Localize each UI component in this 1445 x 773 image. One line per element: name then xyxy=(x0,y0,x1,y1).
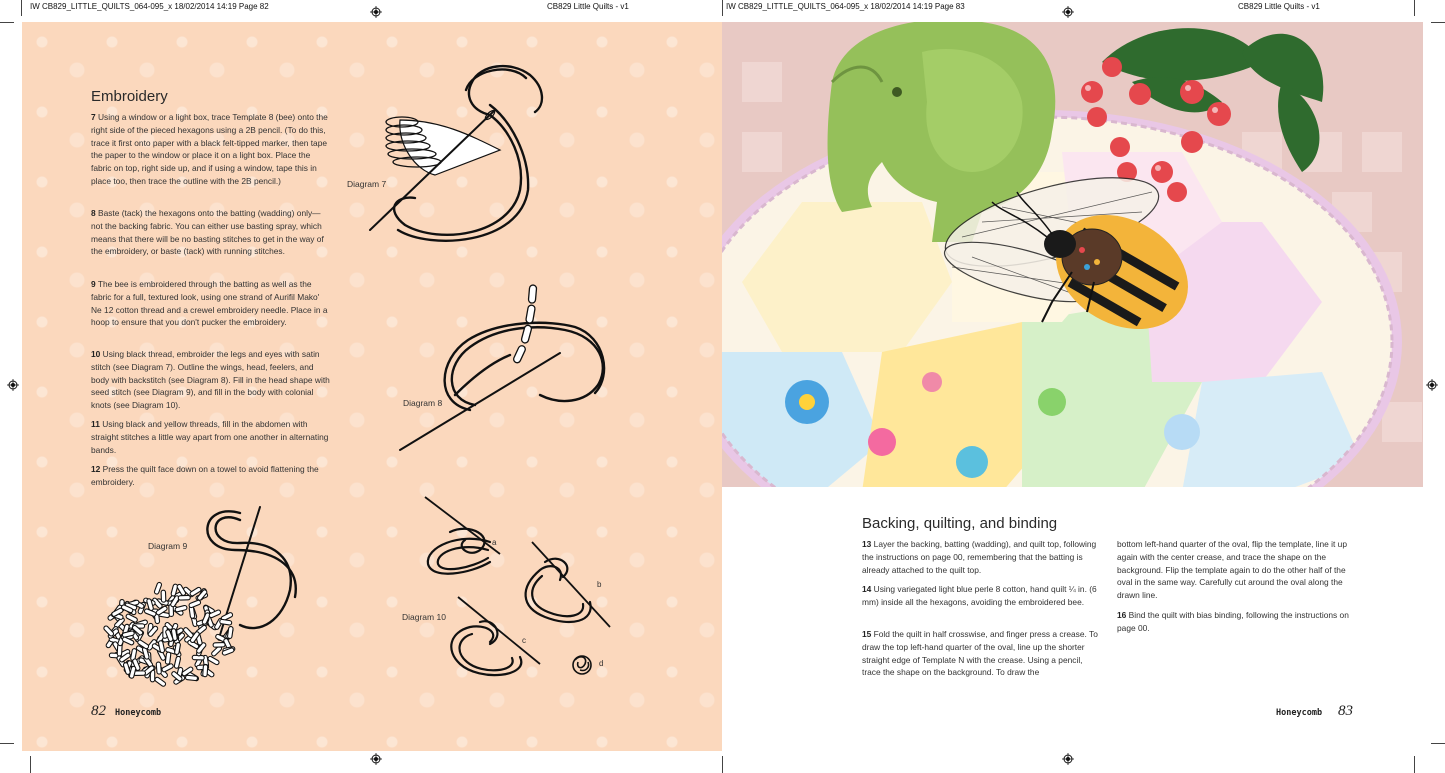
seed-stitch xyxy=(175,605,188,612)
step-11 xyxy=(91,418,331,456)
diagram-10-label: Diagram 10 xyxy=(402,612,446,622)
seed-stitch xyxy=(185,675,197,681)
diagram-10-sub-b: b xyxy=(597,580,602,589)
step-text: Using a window or a light box, trace Template 8 (bee) onto the right side of the pieced hexagons using a 2B pencil. (To do this, trace it first onto paper with a black felt-tipped marker, then tape the paper to the window or place it on a light box. Place the fabric on top, right side up, and if using a window, tape this in place too, then trace the outline with the 2B pencil.) xyxy=(91,112,328,186)
crop-mark xyxy=(1414,0,1415,16)
registration-mark-icon xyxy=(1062,753,1074,765)
registration-mark-icon xyxy=(1426,379,1438,391)
step-9 xyxy=(91,278,331,329)
diagram-10-sub-c: c xyxy=(522,636,526,645)
step-number: 15 xyxy=(862,629,872,639)
seed-stitch xyxy=(178,595,190,600)
left-running-head: Honeycomb xyxy=(115,708,162,718)
step-13 xyxy=(862,538,1100,576)
seed-stitch xyxy=(213,642,225,647)
slug-right-file: IW CB829_LITTLE_QUILTS_064-095_x 18/02/2014 14:19 Page 83 xyxy=(726,2,965,11)
slug-right-title: CB829 Little Quilts - v1 xyxy=(1238,2,1320,11)
registration-mark-icon xyxy=(370,753,382,765)
seed-stitch xyxy=(161,590,166,602)
crop-mark xyxy=(1431,743,1445,744)
diagram-8-backstitch-illustration xyxy=(400,285,620,460)
diagram-10-sub-d: d xyxy=(599,659,604,668)
quilt-photo xyxy=(722,22,1423,487)
backing-heading: Backing, quilting, and binding xyxy=(862,515,1058,532)
step-text: Using black and yellow threads, fill in the abdomen with straight stitches a little way apart from one another in alternating bands. xyxy=(91,419,329,455)
seed-stitch xyxy=(188,600,201,609)
registration-mark-icon xyxy=(7,379,19,391)
step-number: 9 xyxy=(91,279,96,289)
right-running-head: Honeycomb xyxy=(1276,708,1323,718)
diagram-7-label: Diagram 7 xyxy=(347,179,387,189)
embroidery-heading: Embroidery xyxy=(91,88,168,105)
step-text: Bind the quilt with bias binding, following the instructions on page 00. xyxy=(1117,610,1349,633)
seed-stitch xyxy=(227,626,233,638)
seed-stitch xyxy=(207,656,220,666)
step-14 xyxy=(862,583,1100,609)
step-text: Using variegated light blue perle 8 cotton, hand quilt ¼ in. (6 mm) inside all the hexagons, avoiding the embroidered bee. xyxy=(862,584,1097,607)
step-12 xyxy=(91,463,331,489)
step-number: 11 xyxy=(91,419,100,429)
step-number: 10 xyxy=(91,349,101,359)
seed-stitch xyxy=(203,665,208,677)
crop-mark xyxy=(0,743,14,744)
step-text: Baste (tack) the hexagons onto the batting (wadding) only—not the backing fabric. You can either use basting spray, which means that there will be no basting stitches to get in the way of the embroidery, or baste (tack) with running stitches. xyxy=(91,208,324,257)
step-15-continued xyxy=(1117,538,1355,602)
step-text: bottom left-hand quarter of the oval, flip the template, line it up again with the center crease, and trace the shape on the background. Flip the template again to do the other half of the oval in the same way. Carefully cut around the oval along the drawn line. xyxy=(1117,539,1347,601)
diagram-7-satin-stitch-illustration xyxy=(360,60,560,245)
right-folio: 83 xyxy=(1338,703,1353,719)
diagram-9-seed-stitch-illustration xyxy=(100,505,305,690)
step-text: Using black thread, embroider the legs and eyes with satin stitch (see Diagram 7). Outline the wings, head, feelers, and body with backstitch (see Diagram 8). Fill in the head shape with seed stitch (see Diagram 9), and fill in the body with colonial knots (see Diagram 10). xyxy=(91,349,330,411)
diagram-10-colonial-knot-illustration xyxy=(420,492,620,687)
crop-mark xyxy=(21,0,22,16)
step-7 xyxy=(91,111,331,188)
seed-stitch xyxy=(125,613,138,622)
registration-mark-icon xyxy=(1062,6,1074,18)
seed-stitch xyxy=(165,652,171,664)
seed-stitches xyxy=(103,582,235,687)
step-text: Fold the quilt in half crosswise, and finger press a crease. To draw the top left-hand quarter of the oval, line up the shorter straight edge of Template N with the crease. Using a pencil, trace the shape on the background. To draw the xyxy=(862,629,1098,678)
step-number: 12 xyxy=(91,464,101,474)
step-number: 13 xyxy=(862,539,872,549)
crop-mark xyxy=(0,22,14,23)
crop-mark xyxy=(1431,22,1445,23)
registration-mark-icon xyxy=(370,6,382,18)
crop-mark xyxy=(722,0,723,16)
step-8 xyxy=(91,207,331,258)
seed-stitch xyxy=(174,656,181,669)
step-text: Press the quilt face down on a towel to avoid flattening the embroidery. xyxy=(91,464,319,487)
crop-mark xyxy=(722,756,723,773)
step-16 xyxy=(1117,609,1355,635)
diagram-10-sub-a: a xyxy=(492,538,497,547)
slug-left-title: CB829 Little Quilts - v1 xyxy=(547,2,629,11)
crop-mark xyxy=(30,756,31,773)
seed-stitch xyxy=(156,662,161,674)
left-folio: 82 xyxy=(91,703,106,719)
diagram-8-label: Diagram 8 xyxy=(403,398,443,408)
diagram-9-label: Diagram 9 xyxy=(148,541,188,551)
bee-quilt-photograph xyxy=(722,22,1423,487)
step-15 xyxy=(862,628,1100,679)
step-number: 7 xyxy=(91,112,96,122)
step-text: Layer the backing, batting (wadding), and quilt top, following the instructions on page 00, remembering that the batting is already attached to the quilt top. xyxy=(862,539,1097,575)
step-number: 8 xyxy=(91,208,96,218)
slug-left-file: IW CB829_LITTLE_QUILTS_064-095_x 18/02/2014 14:19 Page 82 xyxy=(30,2,269,11)
step-text: The bee is embroidered through the batting as well as the fabric for a full, textured look, using one strand of Aurifil Mako' Ne 12 cotton thread and a crewel embroidery needle. Place in a hoop to ensure that you don't pucker the embroidery. xyxy=(91,279,328,328)
step-number: 16 xyxy=(1117,610,1127,620)
crop-mark xyxy=(1414,756,1415,773)
step-number: 14 xyxy=(862,584,872,594)
step-10 xyxy=(91,348,331,412)
